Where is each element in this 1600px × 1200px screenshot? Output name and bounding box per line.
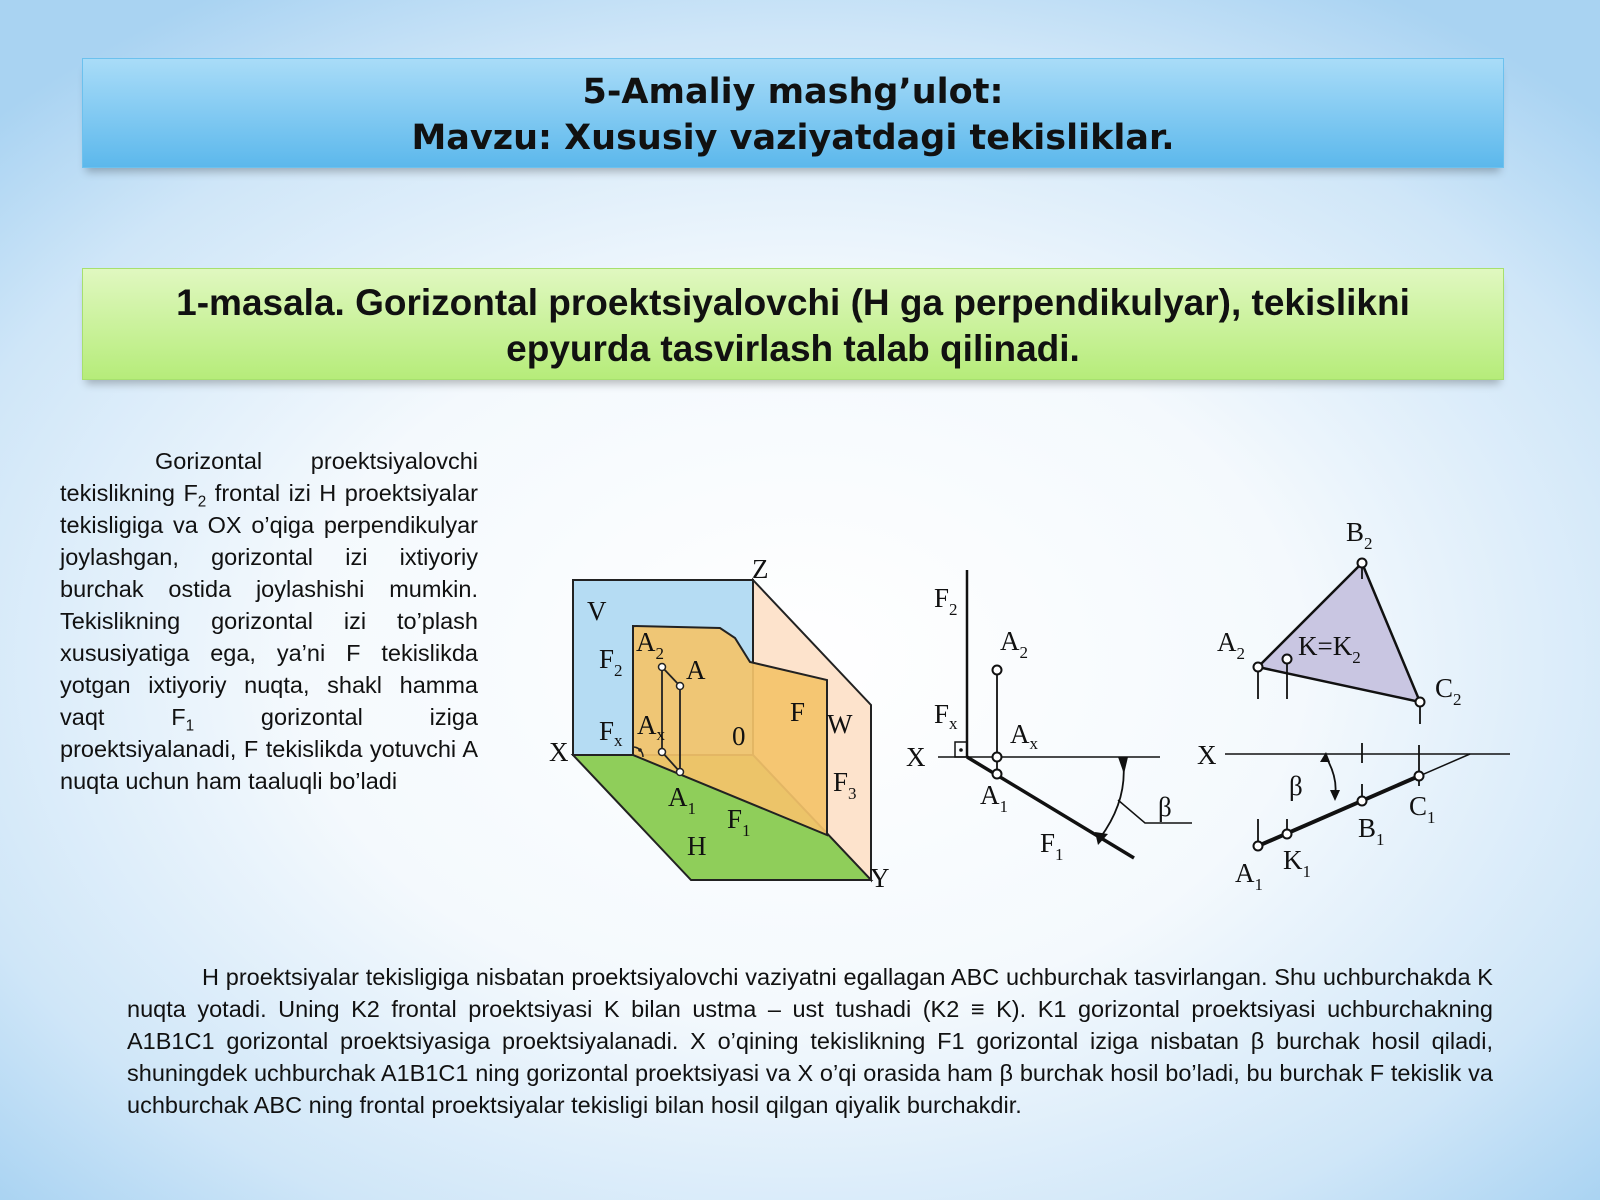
left-text-part-3: gorizontal iziga proektsiyalanadi, F tekislikda yotuvchi A nuqta uchun ham taaluqli bo’ladi (60, 704, 478, 794)
fig1-x-label: X (549, 737, 569, 767)
left-text-sub-1: 2 (197, 493, 207, 511)
fig2-a1-label: $A_1$ (980, 780, 1008, 816)
task-line-1: 1-masala. Gorizontal proektsiyalovchi (H ga perpendikulyar), tekislikni (176, 282, 1410, 323)
fig3-beta-label: β (1289, 771, 1303, 801)
fig1-f-label: F (790, 697, 806, 727)
left-paragraph (60, 445, 478, 797)
fig1-f3-label: $F_3$ (833, 767, 857, 803)
bottom-paragraph-text: H proektsiyalar tekisligiga nisbatan proektsiyalovchi vaziyatni egallagan ABC uchburchak tasvirlangan. Shu uchburchakda K nuqta yotadi. Uning K2 frontal proektsiyasi K bilan ustma – ust tushadi (K2 ≡ K). K1 gorizontal proektsiyasi uchburchakning A1B1C1 gorizontal proektsiyasiga proektsiyalanadi. X o’qining tekislikning F1 gorizontal iziga nisbatan β burchak hosil qiladi, shuningdek uchburchak A1B1C1 ning gorizontal proektsiyasi va X o’qi orasida ham β burchak hosil bo’ladi, bu burchak F tekislik va uchburchak ABC ning frontal proektsiyalar tekisligi bilan hosil qilgan qiyalik burchakdir. (127, 964, 1493, 1118)
fig1-z-label: Z (752, 554, 769, 584)
fig3-b2-label: $B_2$ (1346, 517, 1373, 553)
fig1-y-label: Y (870, 863, 890, 893)
fig1-f2-label: $F_2$ (599, 644, 623, 680)
fig3-k2-label: $K=K_2$ (1298, 631, 1361, 667)
fig3-a1-label: $A_1$ (1235, 858, 1263, 890)
title-line-1: 5-Amaliy mashg’ulot: (582, 72, 1004, 112)
fig1-f1-label: $F_1$ (727, 804, 751, 840)
fig2-beta-label: β (1158, 792, 1172, 822)
fig1-a2-label: $A_2$ (636, 627, 664, 663)
fig2-x-label: X (906, 742, 926, 772)
fig3-a2-label: $A_2$ (1217, 627, 1245, 663)
task-line-2: epyurda tasvirlash talab qilinadi. (506, 328, 1080, 369)
fig1-fx-label: $F_x$ (599, 716, 623, 750)
fig1-origin-label: 0 (732, 721, 746, 751)
fig2-f1-label: $F_1$ (1040, 828, 1064, 864)
fig3-b1-label: $B_1$ (1358, 813, 1385, 849)
left-text-part-2: frontal izi H proektsiyalar tekisligiga va OX o’qiga perpendikulyar joylashgan, gorizontal izi ixtiyoriy burchak ostida joylashishi mumkin. Tekislikning gorizontal izi to’plash xususiyatiga ega, ya’ni F tekislikda yotgan ixtiyoriy nuqta, shakl hamma vaqt F (60, 480, 478, 730)
title-line-2: Mavzu: Xususiy vaziyatdagi tekisliklar. (411, 118, 1175, 158)
fig3-x-label: X (1197, 740, 1217, 770)
fig3-c1-label: $C_1$ (1409, 791, 1436, 827)
fig1-ax-label: $A_x$ (637, 710, 665, 744)
fig1-a-label: A (686, 655, 706, 685)
left-text-sub-2: 1 (185, 717, 195, 735)
figure-axonometric (540, 545, 890, 895)
fig2-f2-label: $F_2$ (934, 583, 958, 619)
fig2-fx-label: $F_x$ (934, 699, 958, 733)
fig1-a1-label: $A_1$ (668, 782, 696, 818)
fig3-c2-label: $C_2$ (1435, 673, 1462, 709)
fig2-ax-label: $A_x$ (1010, 719, 1038, 753)
figure-plane-epure (900, 570, 1200, 880)
bottom-paragraph (127, 961, 1493, 1121)
left-text-part-1: Gorizontal proektsiyalovchi tekislikning F (60, 448, 478, 506)
fig3-k1-label: $K_1$ (1283, 845, 1311, 881)
fig2-a2-label: $A_2$ (1000, 626, 1028, 662)
fig1-v-label: V (587, 596, 607, 626)
fig1-h-label: H (687, 831, 707, 861)
task-banner (82, 268, 1504, 380)
title-banner (82, 58, 1504, 168)
figure-triangle-epure (1195, 515, 1515, 890)
fig1-w-label: W (827, 709, 853, 739)
